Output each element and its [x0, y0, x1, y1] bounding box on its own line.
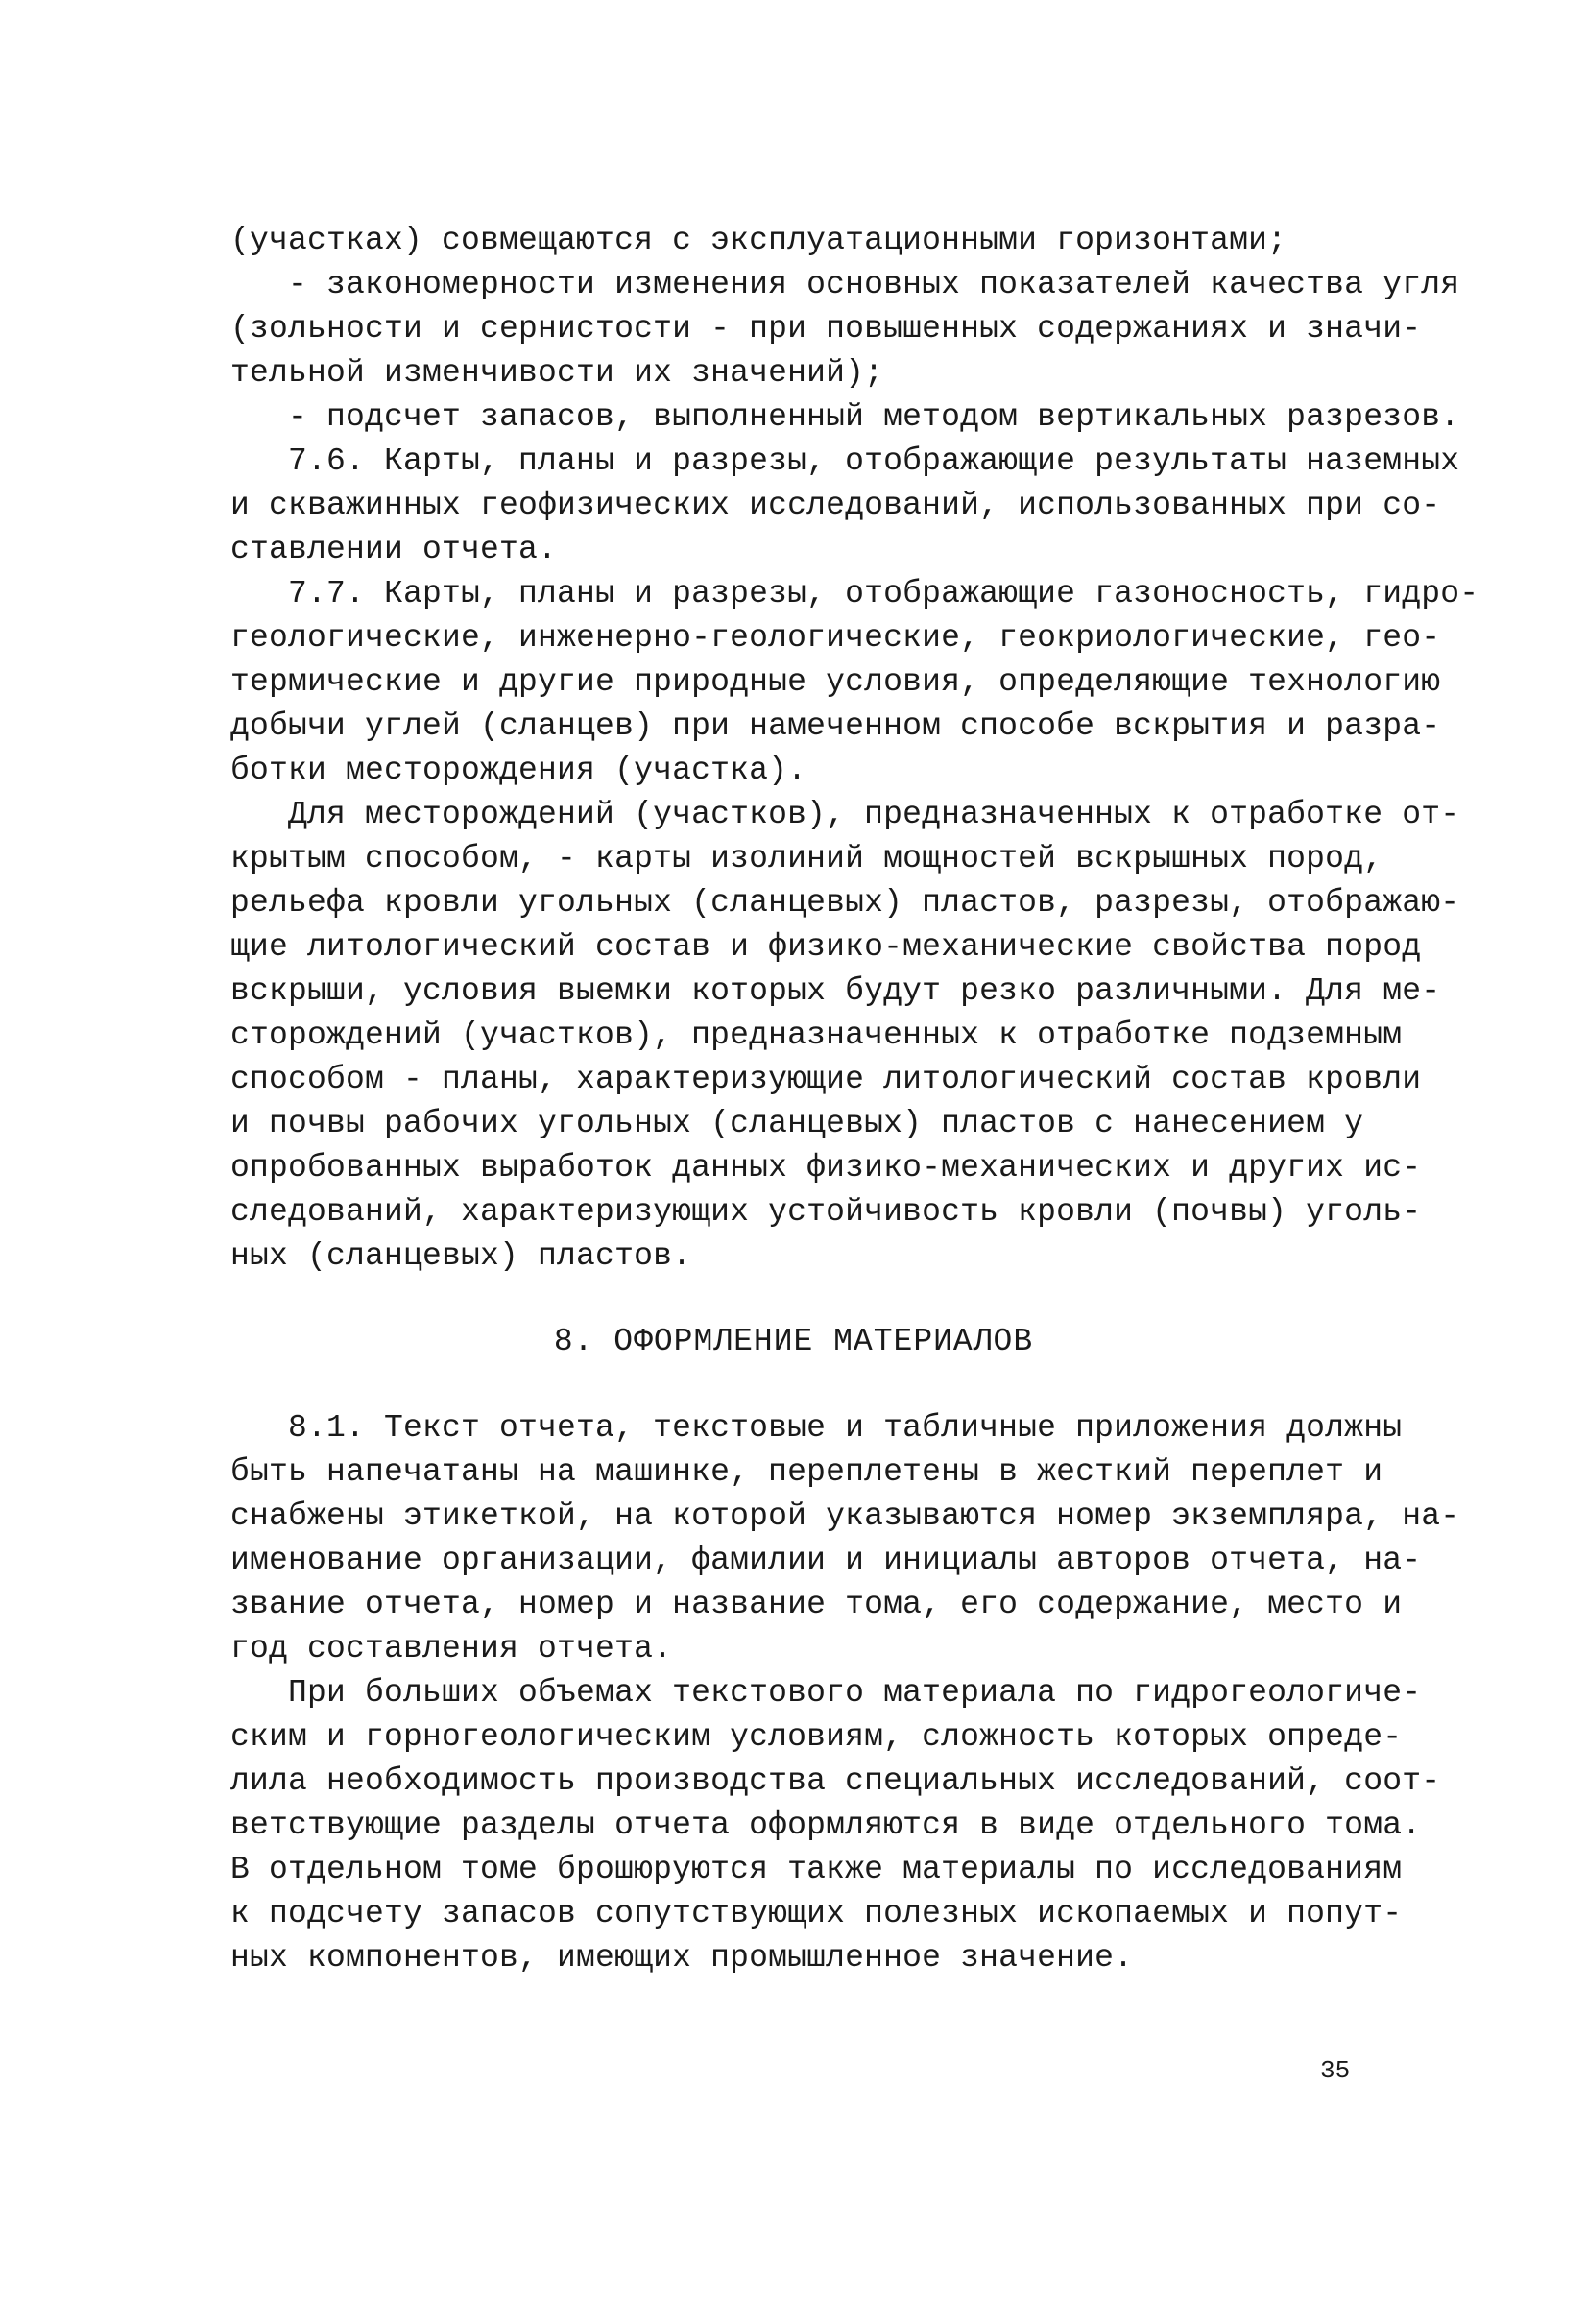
- text-line: геологические, инженерно-геологические, геокриологические, гео-: [230, 620, 1441, 656]
- text-line: тельной изменчивости их значений);: [230, 355, 884, 391]
- text-line: 7.7. Карты, планы и разрезы, отображающие газоносность, гидро-: [230, 576, 1479, 611]
- text-line: ных (сланцевых) пластов.: [230, 1238, 692, 1274]
- text-line: - закономерности изменения основных показателей качества угля: [230, 267, 1460, 302]
- text-line: быть напечатаны на машинке, переплетены в жесткий переплет и: [230, 1454, 1383, 1490]
- text-line: способом - планы, характеризующие литологический состав кровли: [230, 1062, 1422, 1097]
- text-line: сторождений (участков), предназначенных к отработке подземным: [230, 1018, 1403, 1053]
- text-line: добычи углей (сланцев) при намеченном способе вскрытия и разра-: [230, 708, 1441, 744]
- text-line: вскрыши, условия выемки которых будут резко различными. Для ме-: [230, 973, 1441, 1009]
- text-line: ставлении отчета.: [230, 532, 558, 567]
- text-line: Для месторождений (участков), предназначенных к отработке от-: [230, 797, 1460, 832]
- text-line: ским и горногеологическим условиям, сложность которых опреде-: [230, 1719, 1403, 1755]
- text-line: и почвы рабочих угольных (сланцевых) пластов с нанесением у: [230, 1106, 1364, 1141]
- text-line: снабжены этикеткой, на которой указываются номер экземпляра, на-: [230, 1498, 1460, 1534]
- text-line: При больших объемах текстового материала по гидрогеологиче-: [230, 1675, 1422, 1711]
- text-line: и скважинных геофизических исследований, использованных при со-: [230, 488, 1441, 523]
- text-line: рельефа кровли угольных (сланцевых) пластов, разрезы, отображаю-: [230, 885, 1460, 921]
- text-line: год составления отчета.: [230, 1631, 673, 1666]
- section-heading: 8. ОФОРМЛЕНИЕ МАТЕРИАЛОВ: [553, 1324, 1034, 1359]
- text-line: щие литологический состав и физико-механические свойства пород: [230, 929, 1422, 965]
- page-number: 35: [1320, 2056, 1351, 2085]
- text-line: звание отчета, номер и название тома, его содержание, место и: [230, 1587, 1403, 1622]
- text-line: ветствующие разделы отчета оформляются в виде отдельного тома.: [230, 1808, 1422, 1843]
- text-line: (зольности и сернистости - при повышенных содержаниях и значи-: [230, 311, 1422, 347]
- text-line: следований, характеризующих устойчивость кровли (почвы) уголь-: [230, 1194, 1422, 1230]
- text-line: именование организации, фамилии и инициалы авторов отчета, на-: [230, 1543, 1422, 1578]
- text-line: крытым способом, - карты изолиний мощностей вскрышных пород,: [230, 841, 1383, 876]
- text-line: 8.1. Текст отчета, текстовые и табличные приложения должны: [230, 1410, 1403, 1446]
- text-line: термические и другие природные условия, определяющие технологию: [230, 664, 1441, 700]
- text-line: к подсчету запасов сопутствующих полезных ископаемых и попут-: [230, 1896, 1403, 1931]
- text-line: 7.6. Карты, планы и разрезы, отображающие результаты наземных: [230, 443, 1460, 479]
- text-line: - подсчет запасов, выполненный методом вертикальных разрезов.: [230, 399, 1460, 435]
- text-line: ных компонентов, имеющих промышленное значение.: [230, 1940, 1134, 1976]
- text-line: (участках) совмещаются с эксплуатационными горизонтами;: [230, 223, 1287, 258]
- text-line: В отдельном томе брошюруются также материалы по исследованиям: [230, 1852, 1403, 1887]
- text-line: опробованных выработок данных физико-механических и других ис-: [230, 1150, 1422, 1186]
- text-line: лила необходимость производства специальных исследований, соот-: [230, 1763, 1441, 1799]
- text-line: ботки месторождения (участка).: [230, 753, 807, 788]
